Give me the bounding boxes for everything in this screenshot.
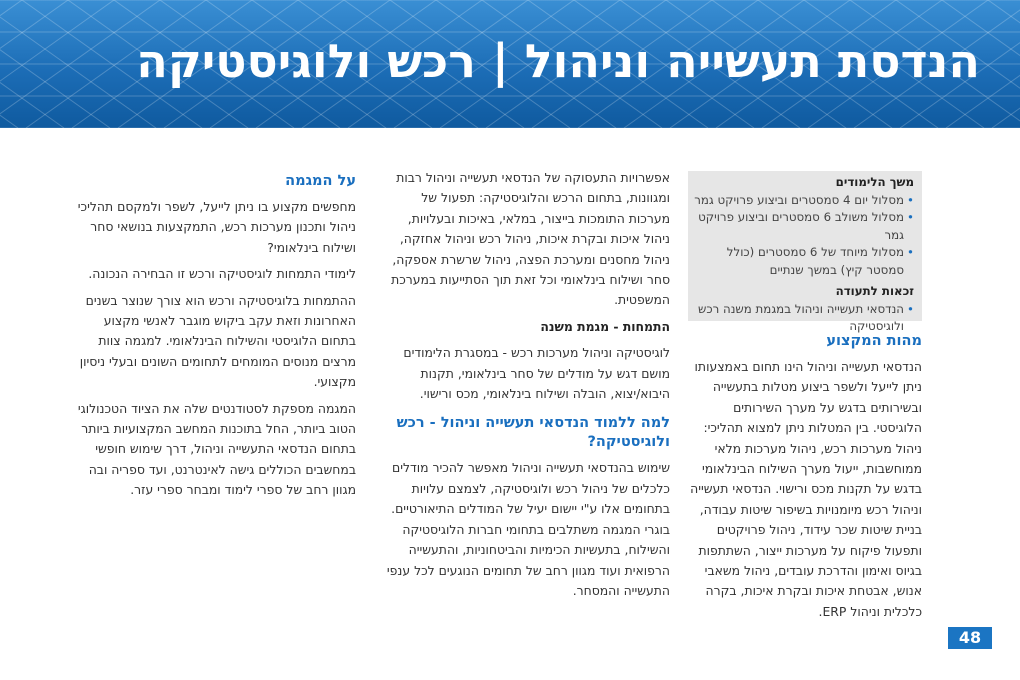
list-item: • מסלול משולב 6 סמסטרים וביצוע פרויקט גמר: [688, 209, 914, 244]
about-paragraph: המגמה מספקת לסטודנטים שלה את הציוד הטכנולוגי הטוב ביותר, החל בתוכנות המחשב המקצועיות ביותר בתחום הנדסאי התעשייה וניהול, דרך שימוש חופשי במחשבים הכוללים גישה לאינטרנט, ועד ספריה ובה מגוון רחב של ספרי לימוד ומבחר ספרי עזר.: [77, 400, 356, 498]
list-item: • מסלול מיוחד של 6 סמסטרים (כולל סמסטר קיץ) במשך שנתיים: [688, 244, 914, 279]
profession-section: [688, 332, 922, 628]
info-box: [688, 174, 914, 340]
duration-title: משך הלימודים: [835, 175, 914, 189]
about-column: [68, 172, 356, 507]
employment-intro: אפשרויות התעסוקה של הנדסאי תעשייה וניהול רבות ומגוונות, בתחום הרכש והלוגיסטיקה: תפעול של מערכות התומכות בייצור, במלאי, באיכות ובעלויות, ניהול איכות ובקרת איכות, ניהול רכש וניהול אחזקה, ניהול מחסנים ומערכת הפצה, ניהול שרשרת אספקה, סחר ושילוח בינלאומי וכל זאת תוך הסתייעות במערכת המשפטית.: [391, 170, 670, 308]
specialization-title: התמחות - מגמת משנה: [540, 318, 670, 334]
specialization-body: לוגיסטיקה וניהול מערכות רכש - במסגרת הלימודים מושם דגש על מודלים של סחר בינלאומי, תקנות היבוא/יצוא, הובלה ושילוח בינלאומי, מכס ורישוי.: [403, 345, 670, 402]
profession-body: הנדסאי תעשייה וניהול הינו תחום באמצעותו ניתן לייעל ולשפר ביצוע מטלות בתעשייה ובשירותים בדגש על מערך השירותים הלוגיסטי. בין המטלות ניתן למצוא תהליכי: ניהול מערכות רכש, ניהול מערכות מלאי ממוחשבות, ייעול מערך השילוח הבינלאומי בדגש על תקנות מכס ורישוי. הנדסאי תעשייה וניהול רכש מיומנויות בשיפור שיטות עבודה, בניית שיטות שכר עידוד, ניהול פרויקטים ותפעול פיקוח על מערכות ייצור, השתתפות בגיוס ואימון והדרכת עובדים, ניהול משאבי אנוש, אבטחת איכות ובקרת איכות, בקרה כלכלית וניהול ERP.: [690, 359, 922, 619]
duration-list: [688, 192, 914, 280]
certificate-list: [688, 301, 914, 336]
header-banner: [0, 0, 1020, 128]
certificate-title: זכאות לתעודה: [835, 284, 914, 298]
middle-column: [378, 168, 670, 607]
page-number: 48: [948, 627, 992, 649]
profession-heading: מהות המקצוע: [826, 333, 922, 349]
why-study-heading: למה ללמוד הנדסאי תעשייה וניהול - רכש ולוגיסטיקה?: [396, 415, 670, 451]
about-paragraph: מחפשים מקצוע בו ניתן לייעל, לשפר ולמקסם תהליכי ניהול ותכנון מערכות רכש, התמקצעות בנושאי סחר ושילוח בינלאומי?: [77, 199, 356, 255]
page-title: הנדסת תעשייה וניהול | רכש ולוגיסטיקה: [136, 34, 980, 88]
about-heading: על המגמה: [285, 173, 356, 189]
why-study-body: שימוש בהנדסאי תעשייה וניהול מאפשר להכיר מודלים כלכלים של ניהול רכש ולוגיסטיקה, לצמצם עלויות בתחומים אלו ע"י יישום יעיל של המודלים התיאורטיים. בוגרי המגמה משתלבים בתחומי חברות הלוגיסטיקה והשילוח, בתעשיות הכימיות והביטחוניות, והתעשייה הרפואית ועוד מגוון רחב של תחומים הנוגעים לכל ענפי התעשייה והמסחר.: [386, 460, 670, 598]
about-paragraph: ההתמחות בלוגיסטיקה ורכש הוא צורך שנוצר בשנים האחרונות וזאת עקב ביקוש מוגבר לאנשי מקצוע בתחום הלוגיסטי והשילוח הבינלאומי. למגמה צוות מרצים מנוסים המומחים לתחומים השונים ובעלי ניסיון מקצועי.: [79, 292, 356, 390]
list-item: • מסלול יום 4 סמסטרים וביצוע פרויקט גמר: [688, 192, 914, 210]
list-item: • הנדסאי תעשייה וניהול במגמת משנה רכש ולוגיסטיקה: [688, 301, 914, 336]
about-paragraph: לימודי התמחות לוגיסטיקה ורכש זו הבחירה הנכונה.: [88, 266, 356, 282]
